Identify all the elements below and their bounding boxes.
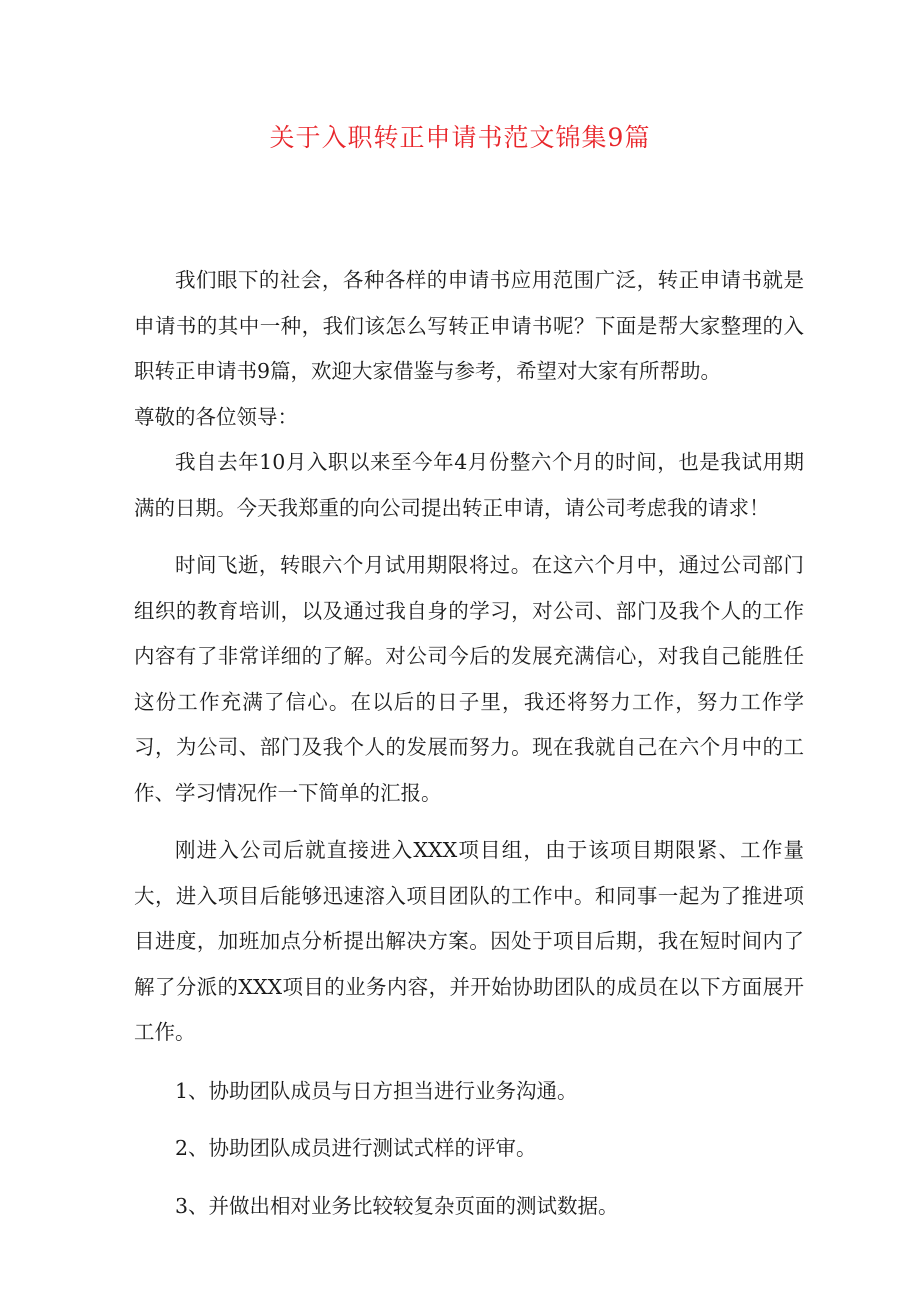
body-paragraph-2: 时间飞逝，转眼六个月试用期限将过。在这六个月中，通过公司部门组织的教育培训，以及通过我自身的学习，对公司、部门及我个人的工作内容有了非常详细的了解。对公司今后的发展充满信心，对我自己能胜任这份工作充满了信心。在以后的日子里，我还将努力工作，努力工作学习，为公司、部门及我个人的发展而努力。现在我就自己在六个月中的工作、学习情况作一下简单的汇报。	[134, 553, 804, 805]
body-paragraph-3: 刚进入公司后就直接进入XXX项目组，由于该项目期限紧、工作量大，进入项目后能够迅速溶入项目团队的工作中。和同事一起为了推进项目进度，加班加点分析提出解决方案。因处于项目后期，我在短时间内了解了分派的XXX项目的业务内容，并开始协助团队的成员在以下方面展开工作。	[134, 838, 804, 1044]
document-title: 关于入职转正申请书范文锦集9篇	[269, 123, 651, 152]
salutation: 尊敬的各位领导：	[134, 404, 298, 429]
body-paragraph-1: 我自去年10月入职以来至今年4月份整六个月的时间，也是我试用期满的日期。今天我郑重的向公司提出转正申请，请公司考虑我的请求！	[134, 450, 804, 520]
intro-paragraph: 我们眼下的社会，各种各样的申请书应用范围广泛，转正申请书就是申请书的其中一种，我们该怎么写转正申请书呢？下面是帮大家整理的入职转正申请书9篇，欢迎大家借鉴与参考，希望对大家有所帮助。	[134, 268, 804, 383]
list-item-3: 3、并做出相对业务比较较复杂页面的测试数据。	[175, 1193, 619, 1218]
document-body	[134, 258, 804, 1229]
list-item-2: 2、协助团队成员进行测试式样的评审。	[175, 1136, 537, 1160]
list-item-1: 1、协助团队成员与日方担当进行业务沟通。	[175, 1078, 578, 1103]
